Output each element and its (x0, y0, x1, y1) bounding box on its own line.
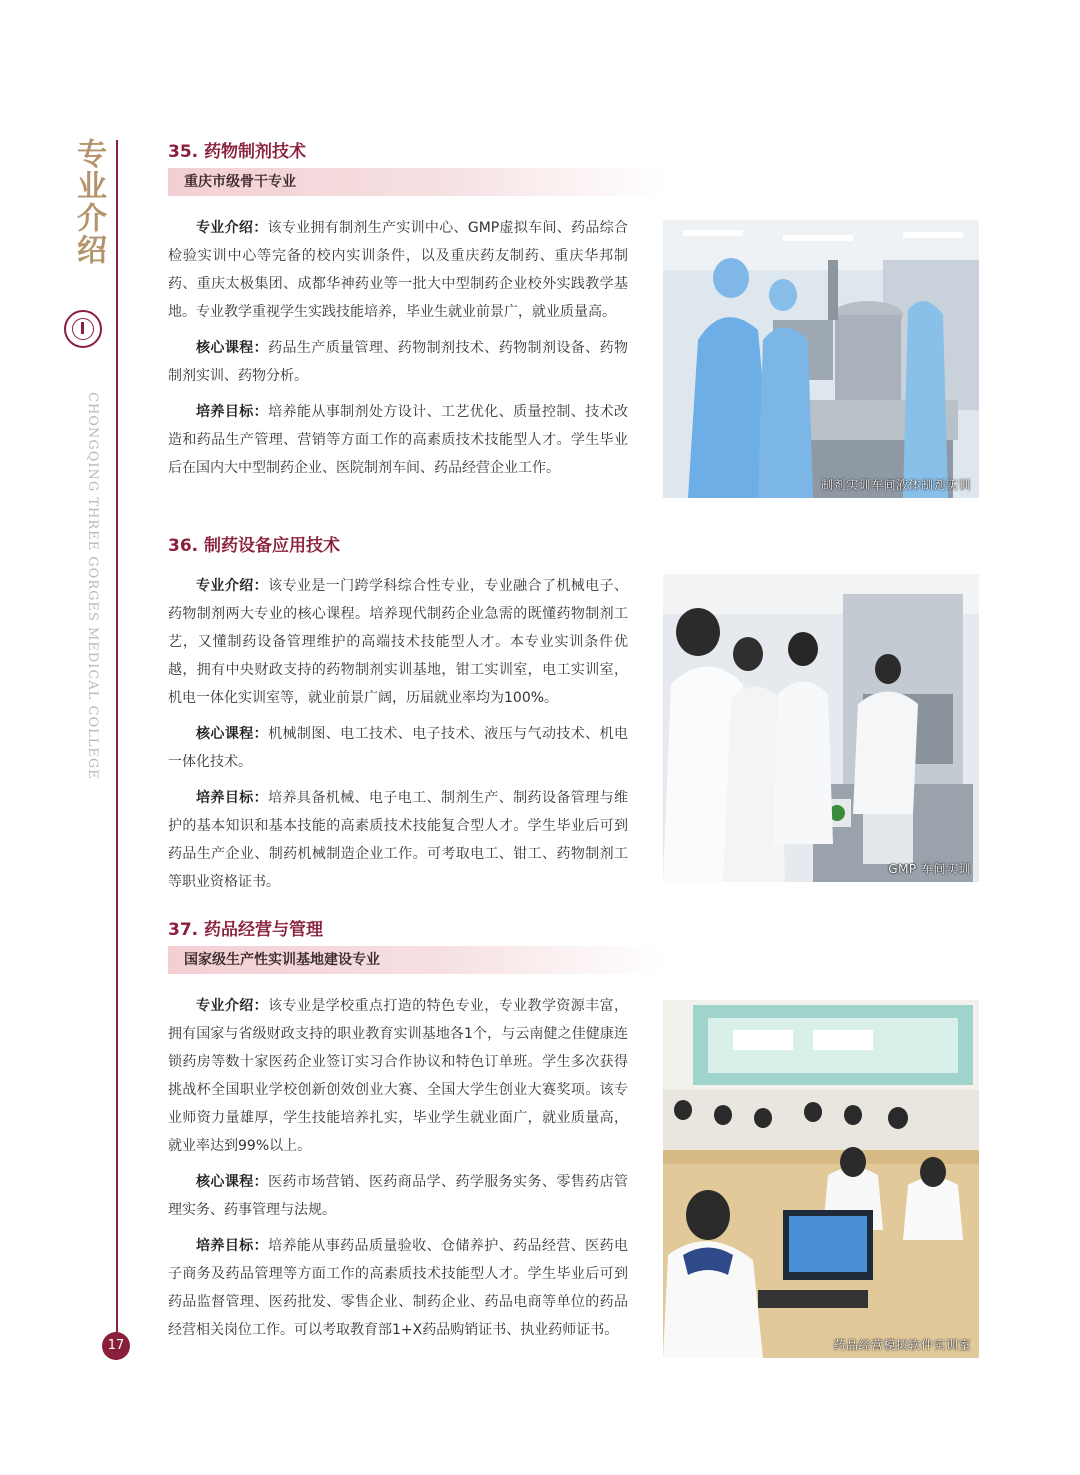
lab-photo (663, 574, 979, 882)
college-emblem-icon (64, 310, 102, 348)
section-text (168, 214, 628, 490)
photo-caption: 制剂实训车间液体制剂实训 (820, 478, 971, 492)
courses-paragraph: 核心课程：医药市场营销、医药商品学、药学服务实务、零售药店管理实务、药事管理与法规。 (168, 1174, 629, 1218)
section-heading: 35. 药物制剂技术 (168, 142, 307, 162)
major-section-37 (168, 918, 988, 1363)
section-text (168, 572, 628, 904)
side-english-name: CHONGQING THREE GORGES MEDICAL COLLEGE (85, 392, 100, 780)
lab-photo (663, 220, 979, 498)
section-heading: 37. 药品经营与管理 (168, 920, 324, 940)
intro-paragraph: 专业介绍：该专业是学校重点打造的特色专业，专业教学资源丰富，拥有国家与省级财政支持的职业教育实训基地各1个，与云南健之佳健康连锁药房等数十家医药企业签订实习合作协议和特色订单班。学生多次获得挑战杯全国职业学校创新创效创业大赛、全国大学生创业大赛奖项。该专业师资力量雄厚，学生技能培养扎实，毕业学生就业面广，就业质量高，就业率达到99%以上。 (168, 998, 629, 1154)
side-section-title: 专业介绍 (71, 138, 106, 266)
major-section-36 (168, 534, 988, 890)
intro-paragraph: 专业介绍：该专业是一门跨学科综合性专业，专业融合了机械电子、药物制剂两大专业的核心课程。培养现代制药企业急需的既懂药物制剂工艺，又懂制药设备管理维护的高端技术技能型人才。本专业实训条件优越，拥有中央财政支持的药物制剂实训基地，钳工实训室，电工实训室，机电一体化实训室等，就业前景广阔，历届就业率均为100%。 (168, 578, 629, 706)
courses-paragraph: 核心课程：药品生产质量管理、药物制剂技术、药物制剂设备、药物制剂实训、药物分析。 (168, 340, 629, 384)
intro-paragraph: 专业介绍：该专业拥有制剂生产实训中心、GMP虚拟车间、药品综合检验实训中心等完备的校内实训条件，以及重庆药友制药、重庆华邦制药、重庆太极集团、成都华神药业等一批大中型制药企业校外实践教学基地。专业教学重视学生实践技能培养，毕业生就业前景广，就业质量高。 (168, 220, 629, 320)
page-number: 17 (102, 1332, 130, 1360)
photo-caption: GMP 车间实训 (888, 862, 971, 876)
section-heading: 36. 制药设备应用技术 (168, 536, 341, 556)
goal-paragraph: 培养目标：培养能从事制剂处方设计、工艺优化、质量控制、技术改造和药品生产管理、营销等方面工作的高素质技术技能型人才。学生毕业后在国内大中型制药企业、医院制剂车间、药品经营企业工作。 (168, 404, 629, 476)
goal-paragraph: 培养目标：培养具备机械、电子电工、制剂生产、制药设备管理与维护的基本知识和基本技能的高素质技术技能复合型人才。学生毕业后可到药品生产企业、制药机械制造企业工作。可考取电工、钳工、药物制剂工等职业资格证书。 (168, 790, 629, 890)
major-section-35 (168, 140, 988, 505)
photo-caption: 药品经营模拟软件实训室 (833, 1338, 971, 1352)
goal-paragraph: 培养目标：培养能从事药品质量验收、仓储养护、药品经营、医药电子商务及药品管理等方面工作的高素质技术技能型人才。学生毕业后可到药品监督管理、医药批发、零售企业、制药企业、药品电商等单位的药品经营相关岗位工作。可以考取教育部1+X药品购销证书、执业药师证书。 (168, 1238, 629, 1338)
section-subheading: 国家级生产性实训基地建设专业 (168, 946, 664, 974)
courses-paragraph: 核心课程：机械制图、电工技术、电子技术、液压与气动技术、机电一体化技术。 (168, 726, 629, 770)
lab-photo (663, 1000, 979, 1358)
section-subheading: 重庆市级骨干专业 (168, 168, 664, 196)
section-text (168, 992, 628, 1352)
side-divider (116, 140, 118, 1360)
